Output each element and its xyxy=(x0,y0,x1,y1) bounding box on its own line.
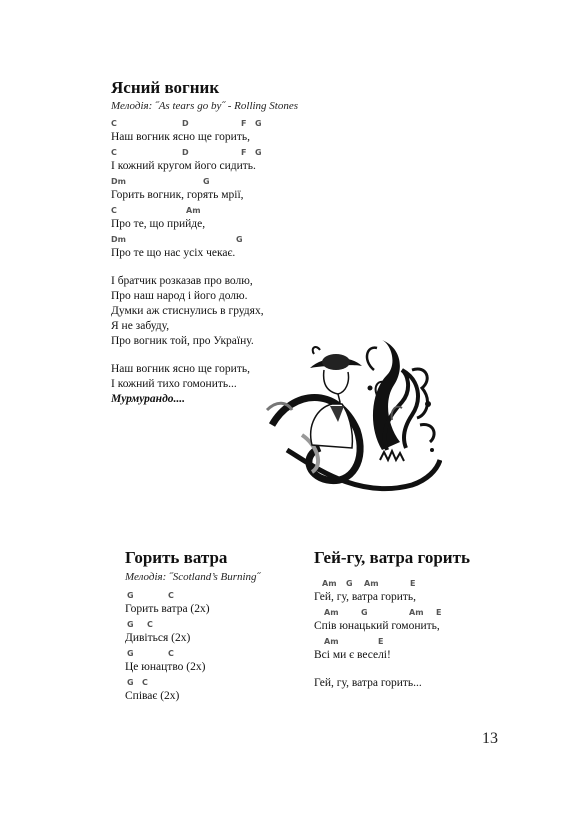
stanza-gap xyxy=(111,261,264,274)
lyric-line: Я не забуду, xyxy=(111,320,170,332)
lyric-line: Це юнацтво (2х) xyxy=(125,661,206,673)
chord: F xyxy=(241,119,247,128)
lyric-line: Про вогник той, про Україну. xyxy=(111,335,254,347)
chord: G xyxy=(127,649,134,658)
song-melody: Мелодія: ˝Scotland’s Burning˝ xyxy=(125,571,261,583)
chord-line xyxy=(314,576,440,590)
chord: C xyxy=(142,678,148,687)
stanza-gap xyxy=(314,663,440,676)
lyric-line: І кожний кругом його сидить. xyxy=(111,160,256,172)
chord: G xyxy=(236,235,243,244)
lyric-line: Наш вогник ясно ще горить, xyxy=(111,363,250,375)
chord-line xyxy=(125,675,210,689)
chord-line xyxy=(111,116,264,130)
lyric-line: Горить вогник, горять мрії, xyxy=(111,189,244,201)
chord: G xyxy=(361,608,368,617)
chord: G xyxy=(127,620,134,629)
lyric-line: Гей, гу, ватра горить... xyxy=(314,677,422,689)
lyric-line: Дивіться (2х) xyxy=(125,632,191,644)
chord-line xyxy=(314,634,440,648)
chord: C xyxy=(168,591,174,600)
chord: C xyxy=(168,649,174,658)
chord: E xyxy=(436,608,442,617)
chord: C xyxy=(147,620,153,629)
chord: E xyxy=(378,637,384,646)
lyric-line: Спів юнацький гомонить, xyxy=(314,620,440,632)
chord-line xyxy=(111,203,264,217)
chord: C xyxy=(111,206,117,215)
song-title-yasnyi-vohnyk: Ясний вогник xyxy=(111,78,220,97)
lyric-line: Про те, що прийде, xyxy=(111,218,206,230)
chord: Dm xyxy=(111,177,126,186)
chord: C xyxy=(111,148,117,157)
lyric-line: Думки аж стиснулись в грудях, xyxy=(111,305,264,317)
chord: G xyxy=(346,579,353,588)
chord-line xyxy=(314,605,440,619)
chord-line xyxy=(125,588,210,602)
chord: G xyxy=(255,148,262,157)
chord: G xyxy=(255,119,262,128)
song-body-hei-hu-vatra xyxy=(314,576,440,691)
chord-line xyxy=(111,232,264,246)
song-body-yasnyi-vohnyk xyxy=(111,116,264,407)
lyric-line: Всі ми є веселі! xyxy=(314,649,391,661)
lyric-line: І братчик розказав про волю, xyxy=(111,275,253,287)
chord: G xyxy=(203,177,210,186)
chord: C xyxy=(111,119,117,128)
chord: Dm xyxy=(111,235,126,244)
lyric-line: Про те що нас усіх чекає. xyxy=(111,247,236,259)
chord-line xyxy=(125,646,210,660)
chord: G xyxy=(127,591,134,600)
chord: Am xyxy=(322,579,337,588)
chord: G xyxy=(127,678,134,687)
stanza-gap xyxy=(111,349,264,362)
song-body-horyt-vatra xyxy=(125,588,210,704)
chord: D xyxy=(182,119,189,128)
chord: Am xyxy=(324,637,339,646)
chord: F xyxy=(241,148,247,157)
chord: Am xyxy=(409,608,424,617)
chord-line xyxy=(125,617,210,631)
song-title-horyt-vatra: Горить ватра xyxy=(125,548,228,567)
chord-line xyxy=(111,174,264,188)
lyric-line: Співає (2х) xyxy=(125,690,180,702)
chord-line xyxy=(111,145,264,159)
lyric-line-murmurando: Мурмурандо.... xyxy=(111,393,186,405)
lyric-line: І кожний тихо гомонить... xyxy=(111,378,237,390)
chord: Am xyxy=(364,579,379,588)
song-melody: Мелодія: ˝As tears go by˝ - Rolling Stones xyxy=(111,100,299,112)
chord: E xyxy=(410,579,416,588)
page-number: 13 xyxy=(482,730,498,747)
campfire-scout-illustration xyxy=(262,330,442,505)
chord: Am xyxy=(186,206,201,215)
song-title-hei-hu-vatra: Гей-гу, ватра горить xyxy=(314,548,470,567)
lyric-line: Про наш народ і його долю. xyxy=(111,290,248,302)
lyric-line: Наш вогник ясно ще горить, xyxy=(111,131,250,143)
lyric-line: Горить ватра (2х) xyxy=(125,603,210,615)
chord: D xyxy=(182,148,189,157)
chord: Am xyxy=(324,608,339,617)
lyric-line: Гей, гу, ватра горить, xyxy=(314,591,417,603)
